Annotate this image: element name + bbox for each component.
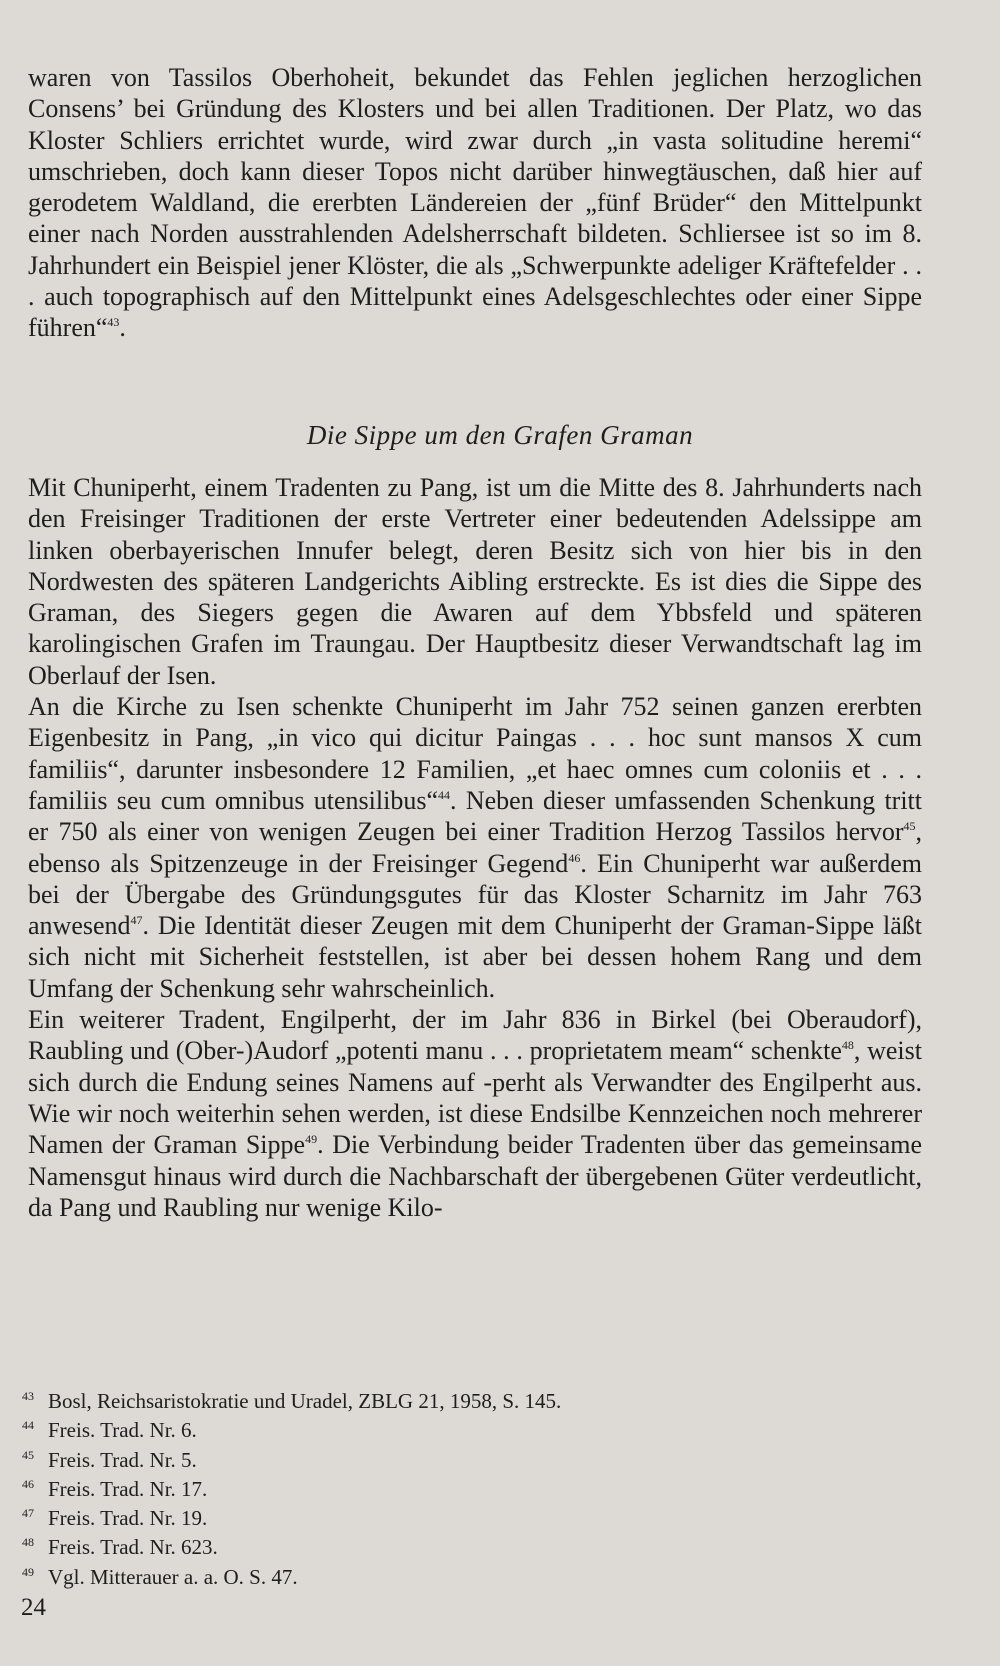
footnote-number: 49: [22, 1564, 34, 1579]
paragraph-text: Mit Chuniperht, einem Tradenten zu Pang, ist um die Mitte des 8. Jahrhunderts nach den Freisinger Traditionen der erste Vertreter einer bedeutenden Adelssippe am linken oberbayerischen Innufer belegt, deren Besitz sich von hier bis in den Nordwesten des späteren Landgerichts Aibling erstreckte. Es ist dies die Sippe des Graman, des Siegers gegen die Awaren auf dem Ybbsfeld und späteren karolingischen Grafen im Traungau. Der Hauptbesitz dieser Verwandtschaft lag im Oberlauf der Isen.: [28, 473, 922, 690]
footnote-text: Bosl, Reichsaristokratie und Uradel, ZBLG 21, 1958, S. 145.: [48, 1389, 562, 1413]
footnote-ref: 46: [568, 850, 581, 865]
footnote-text: Freis. Trad. Nr. 19.: [48, 1506, 208, 1531]
paragraph-text: waren von Tassilos Oberhoheit, bekundet das Fehlen jeglichen herzoglichen Consens’ bei Gründung des Klosters und bei allen Traditionen. Der Platz, wo das Kloster Schliers errichtet wurde, wird zwar durch „in vasta solitudine heremi“ umschrieben, doch kann dieser Topos nicht darüber hinwegtäuschen, daß hier auf gerodetem Waldland, die ererbten Ländereien der „fünf Brüder“ den Mittelpunkt einer nach Norden ausstrahlenden Adelsherrschaft bildeten. Schliersee ist so im 8. Jahrhundert ein Beispiel jener Klöster, die als „Schwerpunkte adeliger Kräftefelder . . . auch topographisch auf den Mittelpunkt eines Adelsgeschlechtes oder einer Sippe führen“: [28, 63, 922, 343]
footnote-text: Freis. Trad. Nr. 17.: [48, 1476, 208, 1501]
intro-paragraph: [28, 62, 922, 344]
paragraph-text: , weist sich durch die Endung seines Namens auf -perht als Verwandter des Engilperht aus. Wie wir noch weiterhin sehen werden, ist diese Endsilbe Kennzeichen noch mehrerer Namen der Graman Sippe: [28, 1036, 922, 1160]
paragraph-text: . Die Identität dieser Zeugen mit dem Chuniperht der Graman-Sippe läßt sich nicht mit Sicherheit feststellen, ist aber bei dessen hohem Rang und dem Umfang der Schenkung sehr wahrscheinlich.: [28, 911, 922, 1003]
paragraph-2: [28, 472, 922, 691]
footnote: [22, 1443, 922, 1472]
footnote-text: Freis. Trad. Nr. 5.: [48, 1447, 197, 1472]
footnote: [22, 1384, 922, 1413]
paragraph-text: . Ein Chuniperht war außerdem bei der Übergabe des Gründungsgutes für das Kloster Scharnitz im Jahr 763 anwesend: [28, 848, 922, 941]
footnote: [22, 1472, 922, 1501]
footnote-ref: 45: [903, 819, 916, 834]
footnotes: [22, 1384, 922, 1589]
footnote-number: 43: [22, 1389, 34, 1403]
footnote-ref: 44: [438, 787, 451, 802]
footnote: [22, 1530, 922, 1559]
footnote-ref: 47: [130, 913, 143, 928]
paragraph-text: .: [119, 313, 126, 343]
footnote-ref: 48: [841, 1038, 854, 1053]
footnote-text: Vgl. Mitterauer a. a. O. S. 47.: [48, 1564, 298, 1589]
paragraph-text: . Die Verbindung beider Tradenten über das gemeinsame Namensgut hinaus wird durch die Nachbarschaft der übergebenen Güter verdeutlicht, da Pang und Raubling nur wenige Kilo-: [28, 1130, 922, 1222]
page-number: 24: [21, 1594, 46, 1621]
intro-text-block: [28, 62, 922, 344]
footnote-number: 47: [22, 1506, 34, 1521]
footnote-text: Freis. Trad. Nr. 6.: [48, 1418, 197, 1443]
paragraph-text: , ebenso als Spitzenzeuge in der Freisinger Gegend: [28, 817, 922, 878]
paragraph-3: [28, 691, 922, 1004]
paragraph-text: . Neben dieser umfassenden Schenkung tritt er 750 als einer von wenigen Zeugen bei einer Tradition Herzog Tassilos hervor: [28, 785, 922, 847]
section-text-block: [28, 472, 922, 1223]
footnote-ref: 43: [107, 315, 120, 330]
paragraph-text: An die Kirche zu Isen schenkte Chuniperht im Jahr 752 seinen ganzen ererbten Eigenbesitz in Pang, „in vico qui dicitur Paingas . . . hoc sunt mansos X cum familiis“, darunter insbesondere 12 Familien, „et haec omnes cum coloniis et . . . familiis seu cum omnibus utensilibus“: [28, 692, 922, 815]
section-heading: Die Sippe um den Grafen Graman: [306, 420, 694, 450]
footnote: [22, 1560, 922, 1589]
footnote-ref: 49: [305, 1132, 318, 1147]
paragraph-4: [28, 1004, 922, 1223]
footnote: [22, 1501, 922, 1530]
footnote-number: 44: [22, 1418, 34, 1433]
footnote-number: 46: [22, 1476, 34, 1491]
paragraph-text: Ein weiterer Tradent, Engilperht, der im Jahr 836 in Birkel (bei Oberaudorf), Raubling und (Ober-)Audorf „potenti manu . . . proprietatem meam“ schenkte: [28, 1005, 922, 1066]
footnote-number: 48: [22, 1535, 34, 1550]
footnote: [22, 1413, 922, 1442]
footnote-text: Freis. Trad. Nr. 623.: [48, 1535, 218, 1560]
footnote-number: 45: [22, 1447, 34, 1462]
